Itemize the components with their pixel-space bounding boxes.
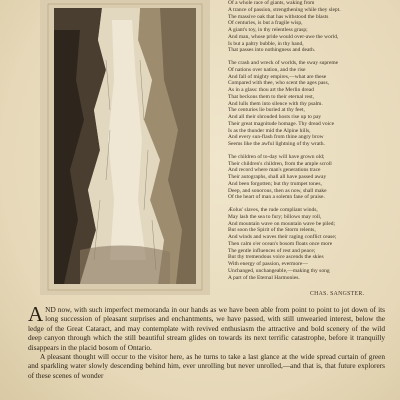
poem-line: Of centuries, is but a fragile wisp, bbox=[228, 20, 303, 27]
poem-line: But soon the Spirit of the Storm relents, bbox=[228, 227, 316, 234]
poem-line: Their children's children, from the ample scroll bbox=[228, 160, 332, 167]
drop-cap: A bbox=[28, 302, 44, 326]
poem-line: And been forgotten; but thy trumpet tones, bbox=[228, 180, 322, 187]
poem-line: And man, whose pride would over-awe the world, bbox=[228, 33, 339, 40]
prose-paragraph-1-text: ND now, with such imperfect memoranda in our hands as we have been able from point to point to jot down of its long succession of pleasant surprises and enchantments, we have passed, with still unwearied interest, below the ledge of the Great Cataract, and may contemplate with revived enthusiasm the attractive and bold scenery of the wild deep canyon through which the still beautiful stream glides on towards its next terrific catastrophe, before it tranquilly disappears in the placid bosom of Ontario. bbox=[28, 305, 385, 352]
prose-paragraph-1 bbox=[28, 302, 385, 352]
poem-line: And all their shrouded hosts rise up to pay bbox=[228, 114, 322, 120]
poem-line: And mountain wave on mountain wave be piled; bbox=[228, 220, 336, 227]
poem-line: Compared with thee, who scent the ages pass, bbox=[228, 80, 329, 87]
poem-line: May lash the sea to fury; billows may roll, bbox=[228, 213, 322, 220]
poem-line: Seems like the awful lightning of thy wrath. bbox=[228, 141, 325, 147]
poem-line: A part of the Eternal Harmonies. bbox=[228, 274, 300, 281]
poem-line: Is as the thunder mid the Alpine hills, bbox=[228, 127, 311, 134]
poem-line: As in a glass: thou art the Merlin dread bbox=[228, 87, 314, 93]
poem-line: But thy tremendous voice ascends the skies bbox=[228, 254, 324, 261]
poem-line: The massive oak that has withstood the blasts bbox=[228, 13, 329, 20]
poem-line: A giant's toy, in thy relentless grasp; bbox=[228, 27, 308, 33]
gorge-engraving-illustration bbox=[40, 0, 210, 295]
poem-line: Is but a paltry bubble, in thy hand, bbox=[228, 40, 304, 47]
poem-line: With energy of passion, evermore— bbox=[228, 261, 308, 267]
poem-line: And every sun-flash from thine angry brow bbox=[228, 134, 324, 141]
poem-line: Their great magnitude homage. Thy dread voice bbox=[228, 120, 335, 127]
poem-signature: CHAS. SANGSTER. bbox=[310, 291, 365, 297]
poem-line: The gentle influences of rest and peace; bbox=[228, 247, 316, 254]
poem-line: Their autographs, shall all have passed away bbox=[228, 174, 327, 180]
poem-line: The centuries lie buried at thy feet, bbox=[228, 107, 305, 114]
poem-line: And lulls them into silence with thy psalm. bbox=[228, 100, 323, 107]
poem-block bbox=[228, 0, 398, 287]
engraving-plate bbox=[40, 0, 210, 295]
poem-stanza bbox=[228, 154, 398, 201]
poem-line: That passes into nothingness and death. bbox=[228, 47, 316, 54]
poem-line: The children of to-day will have grown old; bbox=[228, 153, 325, 160]
poem-line: Æolus' slaves, the rude compliant winds, bbox=[228, 207, 318, 213]
poem-line: And record where man's generations trace bbox=[228, 167, 321, 174]
poem-line: Of the heart of man a solemn fane of praise. bbox=[228, 194, 325, 201]
poem-line: The crash and wreck of worlds, the sway supreme bbox=[228, 60, 339, 66]
poem-line: And fall of mighty empires,—what are these bbox=[228, 73, 327, 80]
poem-line: Deep, and sonorous, then as now, shall make bbox=[228, 187, 327, 194]
poem-line: A trance of passion, strengthening while they slept. bbox=[228, 6, 341, 13]
poem-stanza bbox=[228, 60, 398, 148]
poem-line: That beckons them to their eternal rest, bbox=[228, 93, 314, 100]
prose-text bbox=[28, 302, 385, 380]
poem-line: Of nations over nation, and the rise bbox=[228, 66, 306, 73]
poem-line: Unchanged, unchangeable,—making thy song bbox=[228, 267, 330, 274]
prose-paragraph-2: A pleasant thought will occur to the visitor here, as he turns to take a last glance at the wide spread curtain of green and sparkling water slowly descending behind him, ever unrolling but never unrolled,—and that is, that future explorers of these scenes of wonder bbox=[28, 352, 385, 380]
poem-stanza bbox=[228, 0, 398, 54]
poem-line: Then calm o'er ocean's bosom floats once more bbox=[228, 240, 333, 247]
poem-stanza bbox=[228, 207, 398, 281]
poem-line: And winds and waves their raging conflict cease; bbox=[228, 234, 337, 240]
poem-line: Of a whole race of giants, waking from bbox=[228, 0, 315, 6]
